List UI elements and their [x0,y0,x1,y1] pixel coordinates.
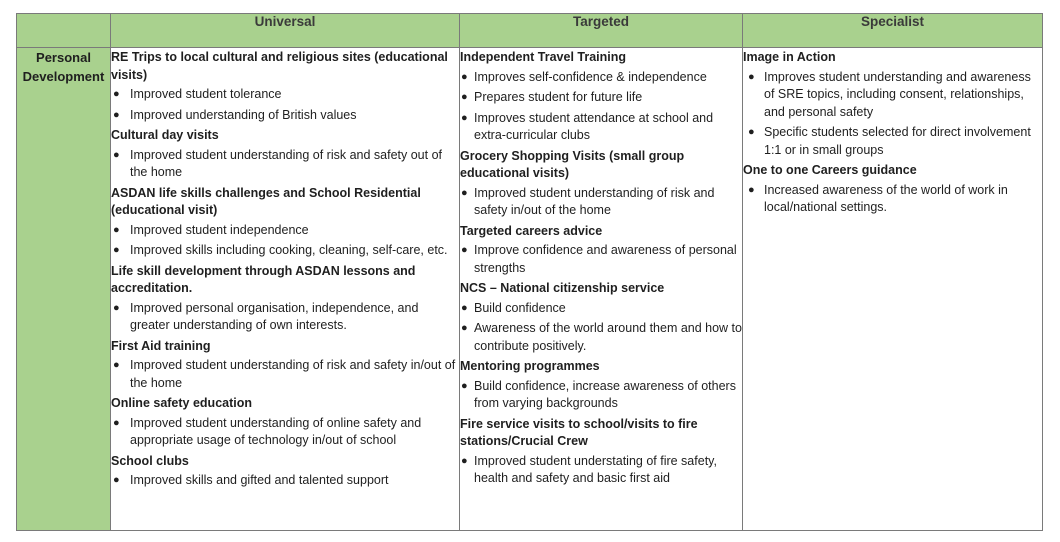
list-item-text: Build confidence, increase awareness of others from varying backgrounds [474,378,736,410]
list-item-text: Increased awareness of the world of work in local/national settings. [764,182,1008,214]
list-item [111,86,459,104]
list-item-text: Improved student understating of fire safety, health and safety and basic first aid [474,453,717,485]
list-item [460,185,742,220]
bullet-list [111,147,459,182]
list-item-text: Improved personal organisation, independence, and greater understanding of own interests. [130,300,419,332]
list-item-text: Improves student understanding and awareness of SRE topics, including consent, relationships, and personal safety [764,69,1031,119]
section-title: ASDAN life skills challenges and School Residential (educational visit) [111,185,421,217]
bullet-icon: ● [461,379,468,392]
universal-cell [111,48,460,531]
list-item-text: Improved skills and gifted and talented support [130,473,389,487]
bullet-list [460,453,742,488]
section-title: Independent Travel Training [460,50,627,64]
section-title: Grocery Shopping Visits (small group educational visits) [460,148,685,180]
header-specialist: Specialist [743,14,1043,48]
bullet-icon: ● [113,474,120,486]
bullet-icon: ● [461,111,468,124]
list-item [111,357,459,392]
specialist-cell [743,48,1043,531]
list-item-text: Awareness of the world around them and how to contribute positively. [474,321,742,353]
list-item-text: Improved student independence [130,222,309,237]
section-title: Life skill development through ASDAN lessons and accreditation. [111,263,416,295]
list-item [460,242,742,277]
bullet-list [743,69,1042,160]
bullet-icon: ● [113,108,120,121]
list-item-text: Improved understanding of British values [130,107,357,122]
section-title: School clubs [111,453,189,468]
list-item-text: Improved student understanding of risk and safety in/out of the home [130,358,456,390]
bullet-list [111,300,459,335]
list-item [111,147,459,182]
section-title: Online safety education [111,396,253,410]
bullet-icon: ● [113,416,120,429]
bullet-list [111,472,459,490]
section-title: Targeted careers advice [460,223,603,238]
list-item [743,182,1042,217]
bullet-list [460,185,742,220]
bullet-list [111,222,459,260]
list-item [460,378,742,413]
section-title: First Aid training [111,338,211,353]
header-universal: Universal [111,14,460,48]
bullet-list [460,300,742,356]
section-title: Cultural day visits [111,128,219,142]
list-item [111,472,459,490]
list-item [460,110,742,145]
bullet-list [743,182,1042,217]
list-item-text: Improves student attendance at school and extra-curricular clubs [474,110,714,142]
list-item [111,242,459,260]
bullet-icon: ● [113,148,120,161]
list-item-text: Improved student understanding of risk and safety in/out of the home [474,185,715,217]
personal-development-row [17,48,1043,531]
bullet-list [460,378,742,413]
bullet-icon: ● [113,301,120,314]
bullet-icon: ● [113,359,120,371]
list-item-text: Improved student tolerance [130,87,282,101]
section-title: Fire service visits to school/visits to fire stations/Crucial Crew [460,416,698,448]
bullet-icon: ● [461,301,468,314]
list-item [460,453,742,488]
header-row [17,14,1043,48]
list-item-text: Build confidence [474,300,566,315]
bullet-icon: ● [461,244,468,256]
row-label [17,48,111,531]
bullet-icon: ● [748,183,755,196]
bullet-list [111,86,459,124]
list-item [460,300,742,318]
bullet-list [460,242,742,277]
section-title: RE Trips to local cultural and religious sites (educational visits) [111,50,448,82]
list-item [460,89,742,107]
list-item [460,320,742,355]
targeted-cell [460,48,743,531]
bullet-icon: ● [748,70,755,83]
bullet-icon: ● [461,186,468,199]
bullet-list [460,69,742,145]
section-title: NCS – National citizenship service [460,281,665,295]
bullet-icon: ● [113,88,120,100]
section-title: One to one Careers guidance [743,163,917,177]
list-item-text: Improved student understanding of risk and safety out of the home [130,147,442,179]
bullet-icon: ● [461,70,468,83]
header-targeted: Targeted [460,14,743,48]
bullet-icon: ● [461,454,468,467]
list-item-text: Improved skills including cooking, cleaning, self-care, etc. [130,243,448,257]
list-item [111,107,459,125]
section-title: Image in Action [743,50,836,64]
list-item [743,69,1042,122]
bullet-icon: ● [113,244,120,256]
list-item-text: Prepares student for future life [474,90,643,104]
list-item [460,69,742,87]
list-item [111,222,459,240]
header-corner [17,14,111,48]
bullet-icon: ● [461,322,468,334]
list-item [111,300,459,335]
list-item [743,124,1042,159]
bullet-icon: ● [113,223,120,236]
bullet-list [111,415,459,450]
list-item-text: Improve confidence and awareness of personal strengths [474,243,737,275]
list-item-text: Improves self-confidence & independence [474,69,707,84]
row-label-line-2: Development [22,69,105,84]
list-item [111,415,459,450]
section-title: Mentoring programmes [460,359,600,373]
bullet-icon: ● [461,91,468,103]
row-label-line-1: Personal [36,50,91,65]
bullet-icon: ● [748,126,755,138]
bullet-list [111,357,459,392]
list-item-text: Specific students selected for direct involvement 1:1 or in small groups [764,125,1031,157]
curriculum-table [16,13,1043,531]
list-item-text: Improved student understanding of online safety and appropriate usage of technology in/out of school [130,415,422,447]
